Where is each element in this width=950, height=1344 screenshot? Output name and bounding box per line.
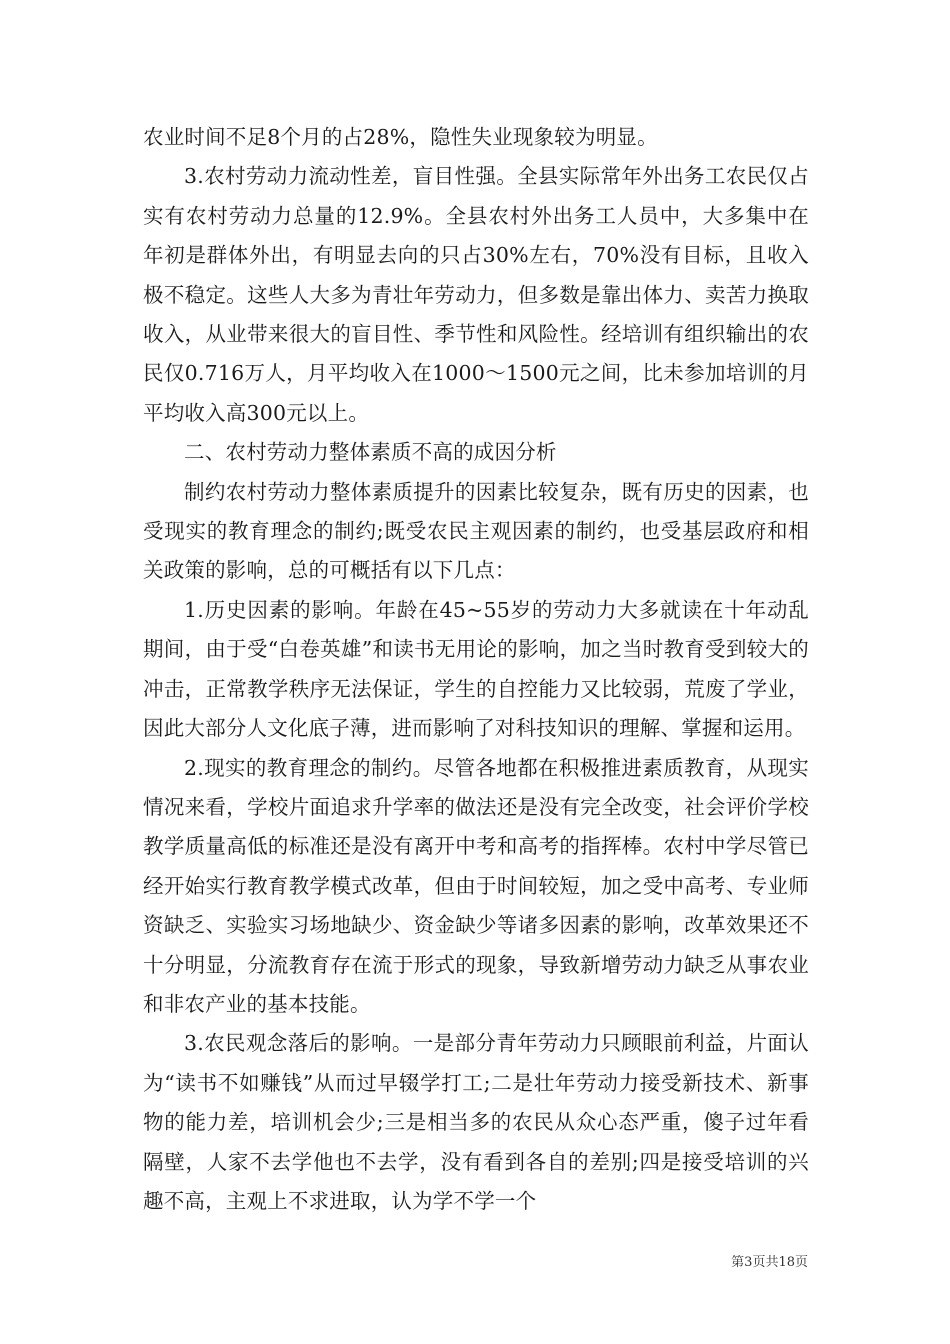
paragraph-3: 制约农村劳动力整体素质提升的因素比较复杂，既有历史的因素，也受现实的教育理念的制约;既受农民主观因素的制约，也受基层政府和相关政策的影响，总的可概括有以下几点： bbox=[143, 479, 809, 583]
paragraph-2: 3.农村劳动力流动性差，盲目性强。全县实际常年外出务工农民仅占实有农村劳动力总量的12.9%。全县农村外出务工人员中，大多集中在年初是群体外出，有明显去向的只占30%左右，70%没有目标，且收入极不稳定。这些人大多为青壮年劳动力，但多数是靠出体力、卖苦力换取收入，从业带来很大的盲目性、季节性和风险性。经培训有组织输出的农民仅0.716万人，月平均收入在1000～1500元之间，比未参加培训的月平均收入高300元以上。 bbox=[143, 164, 809, 425]
document-body bbox=[143, 118, 809, 1221]
paragraph-1: 农业时间不足8个月的占28%，隐性失业现象较为明显。 bbox=[143, 125, 658, 149]
paragraph-4: 1.历史因素的影响。年龄在45~55岁的劳动力大多就读在十年动乱期间，由于受“白卷英雄”和读书无用论的影响，加之当时教育受到较大的冲击，正常教学秩序无法保证，学生的自控能力又比较弱，荒废了学业，因此大部分人文化底子薄，进而影响了对科技知识的理解、掌握和运用。 bbox=[143, 597, 809, 741]
paragraph-5: 2.现实的教育理念的制约。尽管各地都在积极推进素质教育，从现实情况来看，学校片面追求升学率的做法还是没有完全改变，社会评价学校教学质量高低的标准还是没有离开中考和高考的指挥棒。农村中学尽管已经开始实行教育教学模式改革，但由于时间较短，加之受中高考、专业师资缺乏、实验实习场地缺少、资金缺少等诸多因素的影响，改革效果还不十分明显，分流教育存在流于形式的现象，导致新增劳动力缺乏从事农业和非农产业的基本技能。 bbox=[143, 755, 809, 1016]
page-number: 第3页共18页 bbox=[731, 1255, 808, 1270]
section-heading: 二、农村劳动力整体素质不高的成因分析 bbox=[184, 440, 557, 465]
paragraph-6: 3.农民观念落后的影响。一是部分青年劳动力只顾眼前利益，片面认为“读书不如赚钱”从而过早辍学打工;二是壮年劳动力接受新技术、新事物的能力差，培训机会少;三是相当多的农民从众心态严重，傻子过年看隔壁，人家不去学他也不去学，没有看到各自的差别;四是接受培训的兴趣不高，主观上不求进取，认为学不学一个 bbox=[143, 1031, 809, 1213]
